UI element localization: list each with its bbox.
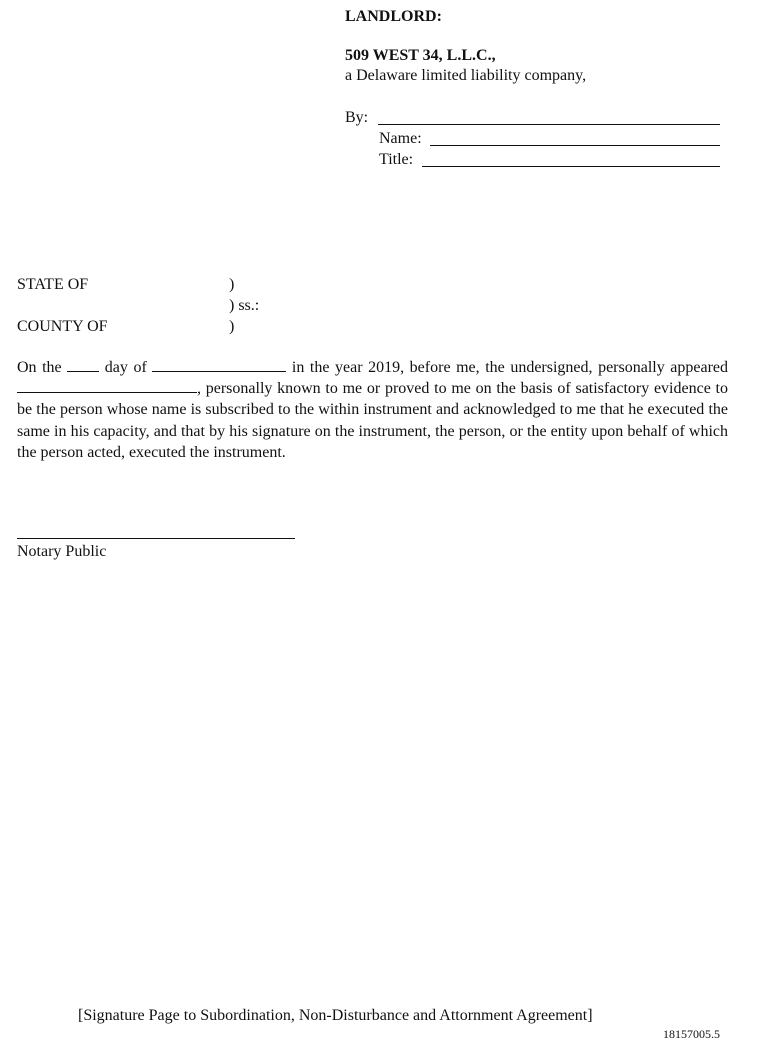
by-label: By: <box>345 109 369 126</box>
landlord-entity-description: a Delaware limited liability company, <box>345 67 587 84</box>
name-signature-line <box>430 145 720 146</box>
ack-text-year: in the year 2019, before me, the undersigned, personally appeared <box>291 359 729 376</box>
day-blank <box>67 357 99 372</box>
title-signature-line <box>422 166 720 167</box>
landlord-entity-name: 509 WEST 34, L.L.C., <box>345 47 496 64</box>
venue-paren-ss: ) ss.: <box>229 297 260 314</box>
notary-public-label: Notary Public <box>17 543 107 560</box>
title-label: Title: <box>379 151 414 168</box>
state-of-label: STATE OF <box>17 276 89 293</box>
landlord-heading: LANDLORD: <box>345 8 442 25</box>
ack-text-day-of: day of <box>104 359 147 376</box>
ack-text-on-the: On the <box>17 359 62 376</box>
appeared-name-blank <box>17 378 197 393</box>
month-blank <box>152 357 286 372</box>
venue-paren-top: ) <box>229 276 235 293</box>
venue-paren-bottom: ) <box>229 318 235 335</box>
signature-page-caption: [Signature Page to Subordination, Non-Disturbance and Attornment Agreement] <box>78 1007 593 1024</box>
acknowledgment-paragraph <box>17 357 728 463</box>
county-of-label: COUNTY OF <box>17 318 108 335</box>
ack-text-body: , personally known to me or proved to me on the basis of satisfactory evidence to be the person whose name is subscribed to the within instrument and acknowledged to me that he executed the same in his capacity, and that by his signature on the instrument, the person, or the entity upon behalf of which the person acted, executed the instrument. <box>17 380 728 461</box>
name-label: Name: <box>379 130 422 147</box>
document-number: 18157005.5 <box>663 1027 720 1041</box>
by-signature-line <box>378 124 720 125</box>
notary-signature-line <box>17 538 295 539</box>
